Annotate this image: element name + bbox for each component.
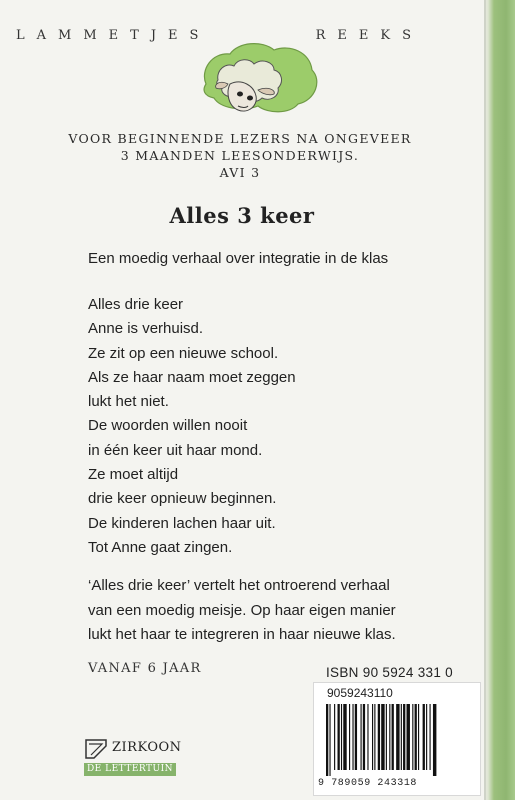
barcode-bar xyxy=(415,704,417,770)
poem-line: Als ze haar naam moet zeggen xyxy=(88,368,296,386)
blurb-line: lukt het haar te integreren in haar nieuwe klas. xyxy=(88,626,396,643)
barcode-top-number: 9059243110 xyxy=(327,686,393,700)
series-letter: M xyxy=(83,28,98,43)
series-letter: M xyxy=(58,28,73,43)
series-letter: T xyxy=(130,28,140,43)
intro-line-2: 3 MAANDEN LEESONDERWIJS. xyxy=(120,148,360,163)
series-letter: E xyxy=(337,28,348,43)
barcode-bar xyxy=(374,704,375,770)
barcode-bar xyxy=(352,704,353,770)
spine-edge xyxy=(484,0,486,800)
poem-line: Ze moet altijd xyxy=(88,466,179,484)
barcode-bar xyxy=(329,704,330,776)
barcode-bar xyxy=(349,704,350,770)
barcode-bar xyxy=(381,704,384,770)
book-spine xyxy=(484,0,515,800)
zirkoon-logo-icon xyxy=(84,738,108,760)
barcode-bar xyxy=(403,704,405,770)
lamb-logo xyxy=(198,40,322,114)
blurb xyxy=(88,574,396,648)
barcode-bar xyxy=(401,704,402,770)
isbn-label: ISBN 90 5924 331 0 xyxy=(326,665,453,680)
barcode-bar xyxy=(396,704,399,770)
barcode-bar xyxy=(426,704,427,770)
poem-line: Ze zit op een nieuwe school. xyxy=(88,344,279,362)
poem-line: lukt het niet. xyxy=(88,393,169,411)
series-letter: J xyxy=(150,28,158,43)
barcode-bar xyxy=(418,704,419,770)
barcode-bar xyxy=(361,704,362,770)
publisher-name: ZIRKOON xyxy=(112,740,182,755)
book-title: Alles 3 keer xyxy=(169,203,315,228)
barcode-bar xyxy=(389,704,390,770)
barcode-digits: 9 789059 243318 xyxy=(318,778,418,789)
barcode-bar xyxy=(341,704,342,770)
barcode-bar xyxy=(430,704,431,770)
barcode-bar xyxy=(392,704,394,770)
poem xyxy=(88,293,296,560)
series-word-2 xyxy=(316,28,412,43)
intro-line-1: VOOR BEGINNENDE LEZERS NA ONGEVEER xyxy=(68,131,412,146)
series-letter: L xyxy=(16,28,26,43)
age-label: VANAF 6 JAAR xyxy=(88,661,202,676)
barcode-bar xyxy=(326,704,328,776)
barcode-bar xyxy=(367,704,368,770)
series-letter: E xyxy=(358,28,370,43)
barcode-bar xyxy=(423,704,425,770)
poem-line: drie keer opnieuw beginnen. xyxy=(88,490,277,508)
series-word-1 xyxy=(16,28,199,43)
barcode-bar xyxy=(338,704,340,770)
barcode-bar xyxy=(433,704,436,776)
barcode-bar xyxy=(378,704,380,770)
series-letter: E xyxy=(168,28,179,43)
barcode-bar xyxy=(386,704,387,770)
poem-line: Alles drie keer xyxy=(88,296,184,313)
book-subtitle: Een moedig verhaal over integratie in de klas xyxy=(88,250,389,267)
barcode-bar xyxy=(363,704,365,770)
series-letter: E xyxy=(108,28,120,43)
intro-line-3: AVI 3 xyxy=(219,165,261,180)
barcode-bars xyxy=(324,704,470,776)
barcode-bar xyxy=(355,704,357,770)
poem-line: Tot Anne gaat zingen. xyxy=(88,538,233,556)
imprint-label: DE LETTERTUIN xyxy=(84,763,176,776)
barcode-bar xyxy=(334,704,335,770)
series-letter: A xyxy=(36,28,48,43)
series-letter: S xyxy=(189,28,200,43)
barcode-bar xyxy=(407,704,410,770)
blurb-line: ‘Alles drie keer’ vertelt het ontroerend verhaal xyxy=(88,577,390,594)
poem-line: in één keer uit haar mond. xyxy=(88,441,263,459)
poem-line: De kinderen lachen haar uit. xyxy=(88,514,276,532)
blurb-line: van een moedig meisje. Op haar eigen manier xyxy=(88,601,396,619)
barcode-bar xyxy=(343,704,346,770)
barcode-bar xyxy=(372,704,373,770)
series-letter: K xyxy=(380,28,392,43)
poem-line: De woorden willen nooit xyxy=(88,417,248,435)
series-letter: R xyxy=(315,28,327,43)
poem-line: Anne is verhuisd. xyxy=(88,320,204,338)
barcode-bar xyxy=(412,704,413,770)
barcode xyxy=(313,682,481,796)
reading-level-intro xyxy=(30,130,450,181)
series-letter: S xyxy=(402,28,412,43)
